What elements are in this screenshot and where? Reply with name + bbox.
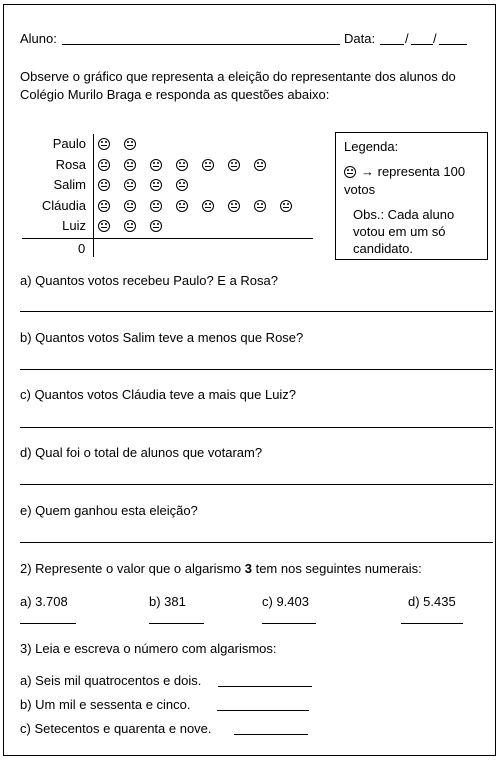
row-label: Luiz bbox=[62, 218, 86, 233]
row-label: Salim bbox=[53, 177, 86, 192]
question-3: 3) Leia e escreva o número com algarismos: bbox=[20, 641, 277, 656]
answer-line-2b[interactable] bbox=[149, 623, 204, 624]
numeral-item-a: a) 3.708 bbox=[20, 594, 68, 609]
smiley-icon bbox=[150, 220, 162, 232]
intro-line: Colégio Murilo Braga e responda as questões abaixo: bbox=[20, 87, 330, 102]
row-label: Cláudia bbox=[41, 197, 86, 213]
smiley-icon bbox=[228, 159, 240, 171]
smiley-icon bbox=[254, 159, 266, 171]
question-a: a) Quantos votos recebeu Paulo? E a Rosa? bbox=[20, 273, 278, 288]
smiley-icon bbox=[150, 179, 162, 191]
smiley-icon bbox=[254, 200, 266, 212]
row-label: Paulo bbox=[52, 136, 86, 151]
origin-label: 0 bbox=[78, 241, 86, 256]
smiley-icon bbox=[124, 220, 136, 232]
legend-note: votou em um só bbox=[353, 224, 446, 239]
smiley-icon bbox=[98, 200, 110, 212]
numeral-item-d: d) 5.435 bbox=[408, 594, 456, 609]
answer-line-c[interactable] bbox=[20, 427, 493, 428]
numeral-item-b: b) 381 bbox=[149, 594, 186, 609]
answer-line-3c[interactable] bbox=[234, 734, 308, 735]
numeral-item-c: c) 9.403 bbox=[262, 594, 309, 609]
smiley-icon bbox=[124, 179, 136, 191]
legend-box bbox=[335, 132, 488, 260]
write-number-item-b: b) Um mil e sessenta e cinco. bbox=[20, 697, 191, 712]
answer-line-d[interactable] bbox=[20, 484, 493, 485]
smiley-icon bbox=[176, 200, 188, 212]
legend-note: candidato. bbox=[353, 241, 413, 256]
write-number-item-a: a) Seis mil quatrocentos e dois. bbox=[20, 673, 202, 688]
legend-title: Legenda: bbox=[344, 139, 399, 154]
legend-description: → representa 100 bbox=[361, 164, 466, 179]
date-slash: / bbox=[433, 31, 437, 46]
smiley-icon bbox=[280, 200, 292, 212]
row-label: Rosa bbox=[55, 156, 86, 172]
answer-line-2c[interactable] bbox=[262, 623, 316, 624]
answer-line-3b[interactable] bbox=[217, 710, 309, 711]
answer-line-e[interactable] bbox=[20, 542, 493, 543]
smiley-icon bbox=[202, 159, 214, 171]
smiley-icon bbox=[202, 200, 214, 212]
answer-line-2a[interactable] bbox=[20, 623, 76, 624]
question-2: 2) Represente o valor que o algarismo 3 tem nos seguintes numerais: bbox=[20, 561, 422, 576]
legend-note: Obs.: Cada aluno bbox=[353, 207, 455, 222]
write-number-item-c: c) Setecentos e quarenta e nove. bbox=[20, 721, 212, 736]
intro-line: Observe o gráfico que representa a eleição do representante dos alunos do bbox=[20, 69, 456, 84]
question-e: e) Quem ganhou esta eleição? bbox=[20, 503, 198, 518]
aluno-label: Aluno: bbox=[20, 31, 57, 46]
smiley-icon bbox=[228, 200, 240, 212]
smiley-icon bbox=[124, 159, 136, 171]
question-b: b) Quantos votos Salim teve a menos que Rose? bbox=[20, 330, 304, 345]
question-d: d) Qual foi o total de alunos que votaram? bbox=[20, 445, 263, 460]
question-c: c) Quantos votos Cláudia teve a mais que Luiz? bbox=[20, 387, 297, 402]
smiley-icon bbox=[176, 179, 188, 191]
smiley-icon bbox=[98, 179, 110, 191]
smiley-icon bbox=[150, 200, 162, 212]
answer-line-2d[interactable] bbox=[401, 623, 463, 624]
answer-line-b[interactable] bbox=[20, 369, 493, 370]
answer-line-a[interactable] bbox=[20, 311, 493, 312]
smiley-icon bbox=[98, 220, 110, 232]
smiley-icon bbox=[124, 138, 136, 150]
smiley-icon bbox=[124, 200, 136, 212]
date-slash: / bbox=[405, 31, 409, 46]
answer-line-3a[interactable] bbox=[218, 686, 312, 687]
smiley-icon bbox=[98, 159, 110, 171]
smiley-icon bbox=[98, 138, 110, 150]
smiley-icon bbox=[150, 159, 162, 171]
legend-description: votos bbox=[344, 182, 376, 197]
data-label: Data: bbox=[344, 31, 376, 46]
smiley-icon bbox=[176, 159, 188, 171]
x-axis bbox=[22, 238, 313, 239]
smiley-icon bbox=[344, 166, 356, 178]
